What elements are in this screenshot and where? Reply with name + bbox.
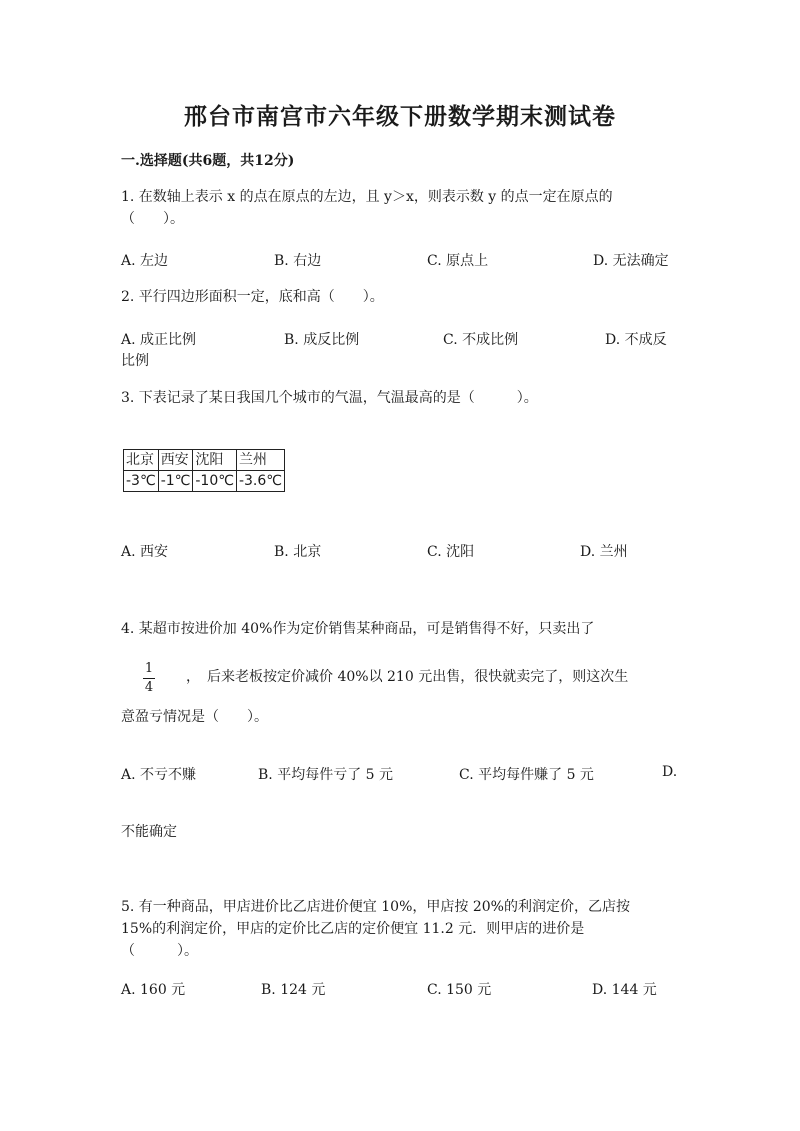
question-2-option-a: A. 成正比例 xyxy=(121,332,197,348)
question-5-option-c: C. 150 元 xyxy=(427,982,492,998)
question-1-option-b: B. 右边 xyxy=(274,253,322,269)
question-1-option-a: A. 左边 xyxy=(121,253,169,269)
question-3-option-a: A. 西安 xyxy=(121,544,169,560)
question-2-text: 2. 平行四边形面积一定，底和高（ ）。 xyxy=(121,289,384,305)
question-4-text: 4. 某超市按进价加 40%作为定价销售某种商品，可是销售得不好，只卖出了 xyxy=(121,621,595,637)
table-cell: 北京 xyxy=(124,450,159,471)
table-row-cities xyxy=(124,450,285,471)
table-cell: 兰州 xyxy=(236,450,284,471)
question-1-option-c: C. 原点上 xyxy=(427,253,489,269)
fraction-numerator: 1 xyxy=(144,661,154,676)
section-heading: 一.选择题(共6题，共12分) xyxy=(121,153,295,169)
question-2-option-b: B. 成反比例 xyxy=(284,332,360,348)
question-2-option-c: C. 不成比例 xyxy=(443,332,519,348)
question-5-blank: （ ）。 xyxy=(121,943,198,959)
table-cell: -1℃ xyxy=(158,471,193,492)
question-5-option-a: A. 160 元 xyxy=(121,982,186,998)
question-4-text-cont: ， 后来老板按定价减价 40%以 210 元出售，很快就卖完了，则这次生 xyxy=(186,669,629,685)
question-5-text-cont: 15%的利润定价，甲店的定价比乙店的定价便宜 11.2 元．则甲店的进价是 xyxy=(121,921,585,937)
question-4-option-b: B. 平均每件亏了 5 元 xyxy=(258,767,393,783)
question-4-option-a: A. 不亏不赚 xyxy=(121,767,197,783)
question-2-option-d-wrap: 比例 xyxy=(121,353,149,369)
question-3-option-b: B. 北京 xyxy=(274,544,322,560)
table-cell: -3℃ xyxy=(124,471,159,492)
question-1-blank: （ ）。 xyxy=(121,211,184,227)
question-4-option-c: C. 平均每件赚了 5 元 xyxy=(459,767,594,783)
page-title: 邢台市南宫市六年级下册数学期末测试卷 xyxy=(184,103,616,130)
question-4-text-end: 意盈亏情况是（ ）。 xyxy=(121,709,268,725)
fraction-bar xyxy=(143,678,155,679)
fraction-denominator: 4 xyxy=(144,680,154,695)
question-3-text: 3. 下表记录了某日我国几个城市的气温，气温最高的是（ ）。 xyxy=(121,390,538,406)
question-1-option-d: D. 无法确定 xyxy=(593,253,669,269)
question-3-option-c: C. 沈阳 xyxy=(427,544,475,560)
question-4-option-d-wrap: 不能确定 xyxy=(121,824,177,840)
question-4-option-d: D. xyxy=(662,764,678,780)
fraction xyxy=(143,661,155,696)
question-5-text: 5. 有一种商品，甲店进价比乙店进价便宜 10%，甲店按 20%的利润定价，乙店按 xyxy=(121,899,630,915)
question-3-option-d: D. 兰州 xyxy=(580,544,628,560)
table-cell: 西安 xyxy=(158,450,193,471)
table-cell: 沈阳 xyxy=(193,450,237,471)
temperature-table xyxy=(123,449,285,492)
question-5-option-d: D. 144 元 xyxy=(592,982,657,998)
table-cell: -10℃ xyxy=(193,471,237,492)
question-2-option-d: D. 不成反 xyxy=(605,332,667,348)
table-cell: -3.6℃ xyxy=(236,471,284,492)
table-row-temps xyxy=(124,471,285,492)
question-1-text: 1. 在数轴上表示 x 的点在原点的左边，且 y＞x，则表示数 y 的点一定在原点的 xyxy=(121,189,613,205)
question-5-option-b: B. 124 元 xyxy=(261,982,326,998)
